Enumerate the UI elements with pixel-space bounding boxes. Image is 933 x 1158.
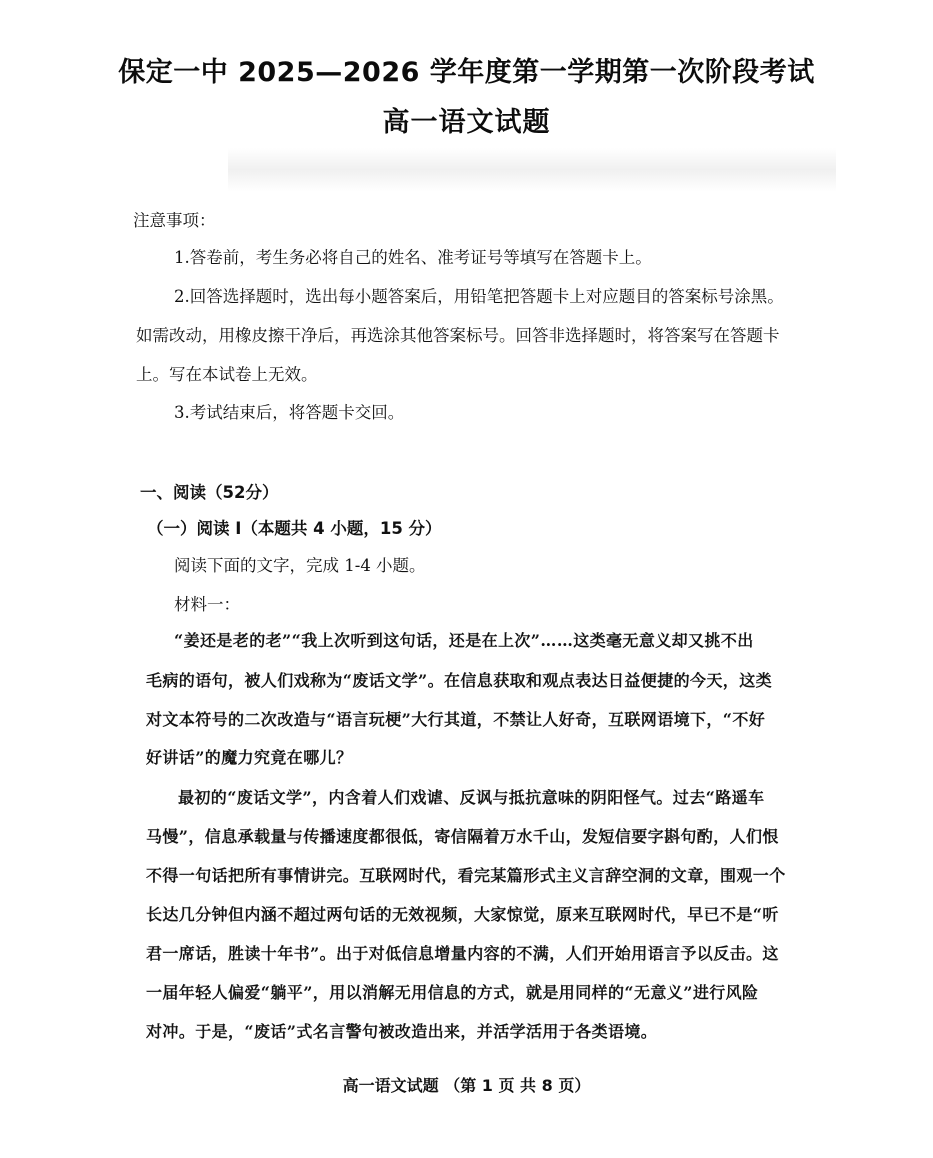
section-instruction: 阅读下面的文字，完成 1-4 小题。 — [174, 556, 426, 575]
notice-item-3: 3.考试结束后，将答题卡交回。 — [174, 403, 405, 422]
section-heading: 一、阅读（52分） — [140, 483, 279, 502]
passage-p2-line-5: 君一席话，胜读十年书”。出于对低信息增量内容的不满，人们开始用语言予以反击。这 — [146, 944, 779, 963]
passage-p2-line-7: 对冲。于是，“废话”式名言警句被改造出来，并活学活用于各类语境。 — [146, 1022, 658, 1041]
passage-p1-line-3: 对文本符号的二次改造与“语言玩梗”大行其道，不禁让人好奇，互联网语境下，“不好 — [146, 710, 766, 729]
page-footer: 高一语文试题 （第 1 页 共 8 页） — [342, 1076, 591, 1095]
material-label: 材料一： — [174, 595, 240, 614]
passage-p2-line-4: 长达几分钟但内涵不超过两句话的无效视频，大家惊觉，原来互联网时代，早已不是“听 — [146, 905, 779, 924]
exam-title: 保定一中 2025—2026 学年度第一学期第一次阶段考试 — [118, 57, 815, 88]
exam-subtitle: 高一语文试题 — [382, 107, 551, 138]
scan-smudge — [228, 148, 836, 192]
passage-p2-line-2: 马慢”，信息承载量与传播速度都很低，寄信隔着万水千山，发短信要字斟句酌，人们恨 — [146, 827, 779, 846]
notice-heading: 注意事项： — [133, 211, 216, 230]
passage-p2-line-1: 最初的“废话文学”，内含着人们戏谑、反讽与抵抗意味的阴阳怪气。过去“路遥车 — [178, 788, 765, 807]
passage-p1-line-1: “姜还是老的老”“我上次听到这句话，还是在上次”……这类毫无意义却又挑不出 — [174, 631, 754, 650]
section-subheading: （一）阅读 I（本题共 4 小题，15 分） — [147, 519, 442, 538]
passage-p1-line-4: 好讲话”的魔力究竟在哪儿？ — [146, 748, 353, 767]
passage-p2-line-3: 不得一句话把所有事情讲完。互联网时代，看完某篇形式主义言辞空洞的文章，围观一个 — [146, 866, 786, 885]
passage-p1-line-2: 毛病的语句，被人们戏称为“废话文学”。在信息获取和观点表达日益便捷的今天，这类 — [146, 671, 773, 690]
passage-p2-line-6: 一届年轻人偏爱“躺平”，用以消解无用信息的方式，就是用同样的“无意义”进行风险 — [146, 983, 759, 1002]
notice-item-2-line-2: 如需改动，用橡皮擦干净后，再选涂其他答案标号。回答非选择题时，将答案写在答题卡 — [136, 326, 780, 345]
notice-item-2-line-3: 上。写在本试卷上无效。 — [136, 365, 318, 384]
notice-item-1: 1.答卷前，考生务必将自己的姓名、准考证号等填写在答题卡上。 — [174, 248, 652, 267]
notice-item-2-line-1: 2.回答选择题时，选出每小题答案后，用铅笔把答题卡上对应题目的答案标号涂黑。 — [174, 287, 784, 306]
